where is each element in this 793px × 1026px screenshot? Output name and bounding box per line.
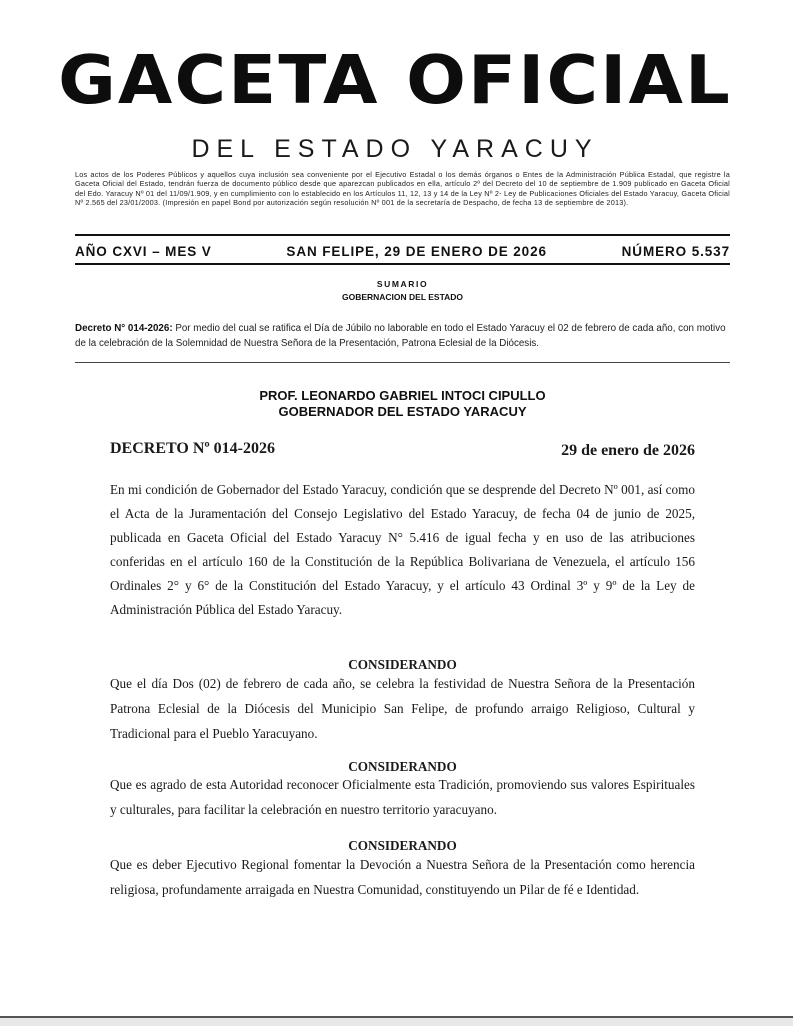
- issue-number: NÚMERO 5.537: [621, 243, 730, 259]
- issue-place-date: SAN FELIPE, 29 DE ENERO DE 2026: [286, 243, 547, 259]
- issue-year-month: AÑO CXVI – MES V: [75, 243, 212, 259]
- gazette-title: GACETA OFICIAL: [58, 41, 732, 119]
- issue-bar: [75, 240, 730, 262]
- gazette-subtitle: DEL ESTADO YARACUY: [191, 135, 599, 163]
- governor-name: PROF. LEONARDO GABRIEL INTOCI CIPULLO: [259, 388, 546, 403]
- bottom-rule: [75, 263, 730, 265]
- summary-heading: SUMARIO: [376, 279, 429, 289]
- summary-section: GOBERNACION DEL ESTADO: [341, 292, 464, 302]
- governor-title: GOBERNADOR DEL ESTADO YARACUY: [278, 404, 527, 419]
- summary-decree-text: Por medio del cual se ratifica el Día de Júbilo no laborable en todo el Estado Yaracuy el 02 de febrero de cada año, con motivo de la celebración de la Solemnidad de Nuestra Señora de la Presentación, Patrona Eclesial de la Diócesis.: [75, 323, 726, 349]
- summary-entry: [75, 322, 735, 351]
- considerando-text-3: Que es deber Ejecutivo Regional fomentar la Devoción a Nuestra Señora de la Presentación como herencia religiosa, profundamente arraigada en Nuestra Comunidad, constituyendo un Pilar de fé e Identidad.: [110, 857, 695, 897]
- considerando-heading-3: CONSIDERANDO: [348, 838, 457, 853]
- decree-number: DECRETO Nº 014-2026: [110, 440, 275, 457]
- decree-date: 29 de enero de 2026: [561, 442, 695, 459]
- decree-intro: En mi condición de Gobernador del Estado Yaracuy, condición que se desprende del Decreto Nº 001, así como el Acta de la Juramentación del Consejo Legislativo del Estado Yaracuy, de fecha 04 de junio de 2025, publicada en Gaceta Oficial del Estado Yaracuy N° 5.416 de igual fecha y en uso de las atribuciones conferidas en el artículo 160 de la Constitución de la República Bolivariana de Venezuela, el artículo 156 Ordinales 2° y 6° de la Constitución del Estado Yaracuy, y el artículo 43 Ordinal 3º y 9º de la Ley de Administración Pública del Estado Yaracuy.: [110, 482, 695, 617]
- considerando-heading-1: CONSIDERANDO: [348, 657, 457, 672]
- considerando-text-1: Que el día Dos (02) de febrero de cada año, se celebra la festividad de Nuestra Señora de la Presentación Patrona Eclesial de la Diócesis del Municipio San Felipe, de profundo arraigo Religioso, Cultural y Tradicional para el Pueblo Yaracuyano.: [110, 676, 695, 741]
- considerando-text-2: Que es agrado de esta Autoridad reconocer Oficialmente esta Tradición, promoviendo sus valores Espirituales y culturales, para facilitar la celebración en nuestro territorio yaracuyano.: [110, 777, 695, 817]
- top-rule: [75, 234, 730, 236]
- considerando-heading-2: CONSIDERANDO: [348, 759, 457, 774]
- summary-decree-label: Decreto N° 014-2026:: [75, 323, 173, 334]
- legal-notice: Los actos de los Poderes Públicos y aquellos cuya inclusión sea conveniente por el Ejecutivo Estadal o los demás órganos o Entes de la Administración Pública Estadal, que registre la Gaceta Oficial del Estado, tendrán fuerza de documento público desde que aparezcan publicados en ella, artículo 2º del Decreto del 10 de septiembre de 1.909 publicado en Gaceta Oficial del Edo. Yaracuy Nº 01 del 11/09/1.909, y en cumplimiento con lo establecido en los Artículos 11, 12, 13 y 14 de la Ley Nº 2- Ley de Publicaciones Oficiales del Estado Yaracuy, Gaceta Oficial Nº 2.565 del 23/01/2003. (Impresión en papel Bond por autorización según resolución Nº 001 de la secretaría de Despacho, de fecha 13 de septiembre de 2013).: [75, 170, 730, 208]
- summary-divider: [75, 362, 730, 363]
- page-bottom-edge: [0, 1016, 793, 1026]
